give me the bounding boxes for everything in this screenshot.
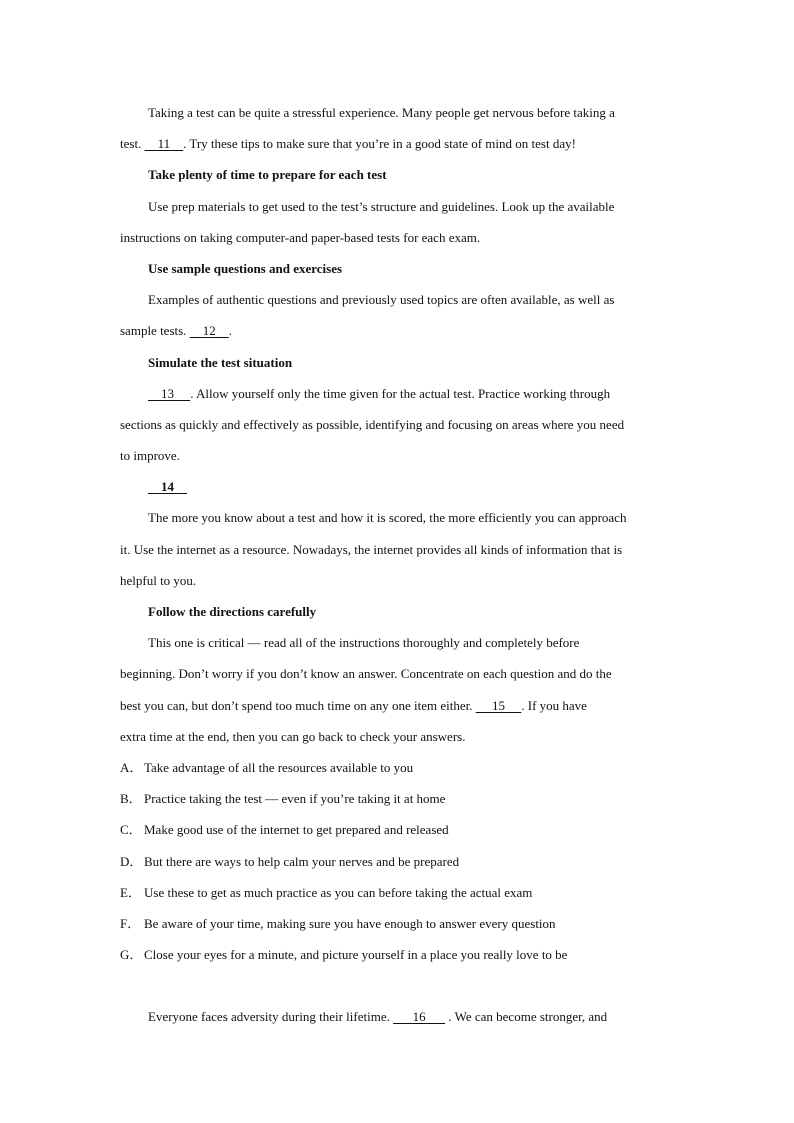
prepare-text-1: Use prep materials to get used to the test’s structure and guidelines. Look up the available xyxy=(148,198,615,214)
option-b xyxy=(120,783,680,814)
prepare-line-1 xyxy=(120,191,680,222)
directions-text-1: This one is critical — read all of the instructions thoroughly and completely before xyxy=(148,635,580,651)
option-letter: B． xyxy=(120,791,142,807)
directions-line-4 xyxy=(120,721,680,752)
simulate-line-3 xyxy=(120,440,680,471)
intro-text-1: Taking a test can be quite a stressful experience. Many people get nervous before taking a xyxy=(148,105,615,120)
internet-line-3 xyxy=(120,565,680,596)
directions-text-2: beginning. Don’t worry if you don’t know an answer. Concentrate on each question and do the xyxy=(120,666,612,682)
option-text: Use these to get as much practice as you can before taking the actual exam xyxy=(144,884,533,900)
sample-line-1 xyxy=(120,284,680,315)
option-e xyxy=(120,877,680,908)
internet-line-1 xyxy=(120,502,680,533)
option-letter: E． xyxy=(120,884,141,900)
directions-line-1 xyxy=(120,627,680,658)
sample-text-2a: sample tests. xyxy=(120,323,190,339)
option-letter: G． xyxy=(120,947,143,963)
option-text: Make good use of the internet to get prepared and released xyxy=(144,822,449,838)
simulate-text-1b: . Allow yourself only the time given for the actual test. Practice working through xyxy=(190,385,611,401)
directions-text-3b: . If you have xyxy=(521,697,587,713)
option-a xyxy=(120,752,680,783)
option-letter: F． xyxy=(120,915,141,931)
option-text: Practice taking the test — even if you’re taking it at home xyxy=(144,791,446,807)
heading-prepare: Take plenty of time to prepare for each test xyxy=(148,167,387,183)
document-page xyxy=(120,97,680,1033)
sample-text-1: Examples of authentic questions and previously used topics are often available, as well as xyxy=(148,292,615,308)
sample-line-2 xyxy=(120,315,680,346)
internet-text-2: it. Use the internet as a resource. Nowadays, the internet provides all kinds of information that is xyxy=(120,541,623,557)
option-letter: D． xyxy=(120,853,143,869)
section-gap xyxy=(120,970,680,1001)
option-text: Take advantage of all the resources available to you xyxy=(144,759,414,775)
blank-11: 11 xyxy=(157,136,171,152)
option-text: Close your eyes for a minute, and picture yourself in a place you really love to be xyxy=(144,947,568,963)
option-text: But there are ways to help calm your nerves and be prepared xyxy=(144,853,460,869)
passage2-text-1b: . We can become stronger, and xyxy=(445,1009,608,1025)
internet-text-3: helpful to you. xyxy=(120,572,197,588)
simulate-line-2 xyxy=(120,409,680,440)
passage2-text-1a: Everyone faces adversity during their lifetime. xyxy=(148,1009,394,1025)
option-text: Be aware of your time, making sure you have enough to answer every question xyxy=(144,915,556,931)
option-g xyxy=(120,939,680,970)
option-letter: A． xyxy=(120,759,143,775)
heading-directions: Follow the directions carefully xyxy=(148,604,317,619)
option-letter: C． xyxy=(120,822,142,838)
blank-12: 12 xyxy=(202,323,216,339)
blank-13: 13 xyxy=(161,385,174,401)
passage1-intro-line-1 xyxy=(120,97,680,128)
prepare-line-2 xyxy=(120,222,680,253)
directions-line-3 xyxy=(120,690,680,721)
passage2-line-1 xyxy=(120,1001,680,1032)
option-c xyxy=(120,814,680,845)
option-d xyxy=(120,846,680,877)
sample-text-2b: . xyxy=(228,323,232,339)
blank-16: 16 xyxy=(412,1009,426,1025)
intro-text-2a: test. xyxy=(120,136,145,152)
blank-15: 15 xyxy=(492,697,505,713)
blank-14: 14 xyxy=(161,479,174,495)
directions-line-2 xyxy=(120,658,680,689)
internet-text-1: The more you know about a test and how it is scored, the more efficiently you can approach xyxy=(148,510,627,526)
heading-blank-14 xyxy=(120,471,680,502)
passage1-intro-line-2 xyxy=(120,128,680,159)
directions-text-3a: best you can, but don’t spend too much time on any one item either. xyxy=(120,697,476,713)
simulate-text-2: sections as quickly and effectively as possible, identifying and focusing on areas where you need xyxy=(120,416,625,432)
internet-line-2 xyxy=(120,534,680,565)
intro-text-2b: . Try these tips to make sure that you’re in a good state of mind on test day! xyxy=(183,136,576,152)
directions-text-4: extra time at the end, then you can go back to check your answers. xyxy=(120,728,466,744)
simulate-line-1 xyxy=(120,378,680,409)
heading-sample-questions: Use sample questions and exercises xyxy=(148,260,343,276)
simulate-text-3: to improve. xyxy=(120,448,180,464)
prepare-text-2: instructions on taking computer-and paper-based tests for each exam. xyxy=(120,229,481,245)
option-f xyxy=(120,908,680,939)
heading-simulate: Simulate the test situation xyxy=(148,354,293,370)
